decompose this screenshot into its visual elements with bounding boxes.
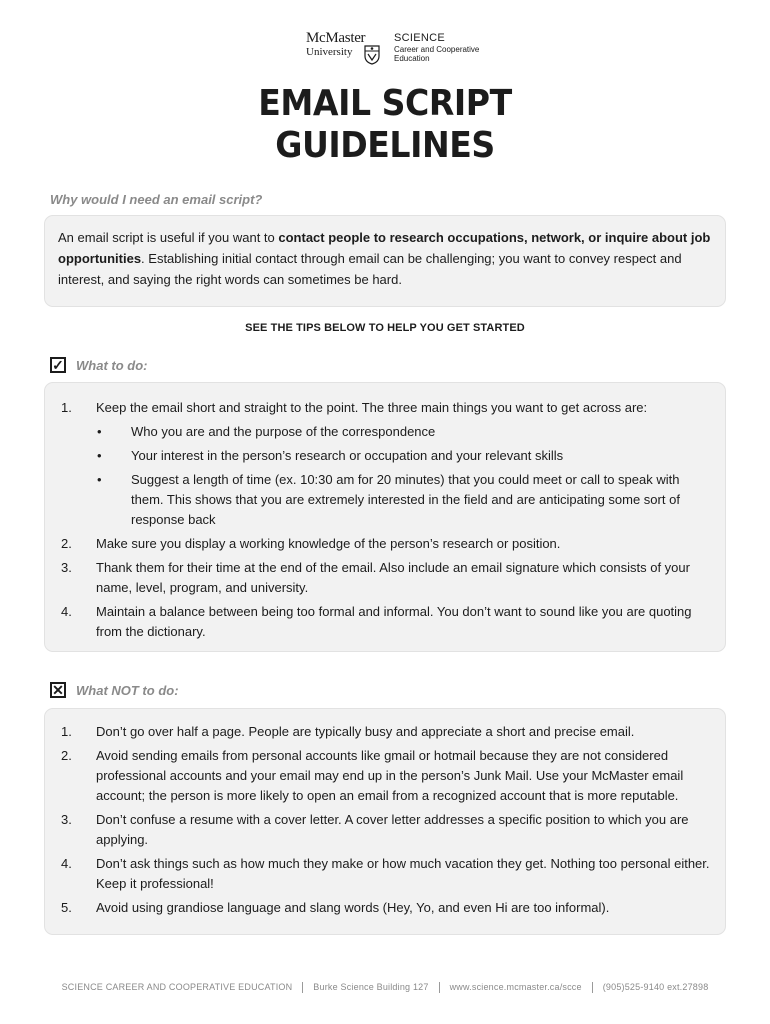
footer-divider	[302, 982, 303, 993]
bullet-item	[96, 446, 711, 466]
title-line2: GUIDELINES	[275, 125, 495, 166]
list-item-number: 4.	[61, 604, 72, 619]
why-heading: Why would I need an email script?	[50, 192, 263, 207]
intro-text-start: An email script is useful if you want to	[58, 230, 279, 245]
department-line2: Education	[394, 54, 430, 63]
list-item-text: Maintain a balance between being too formal and informal. You don’t want to sound like you are quoting from the dictionary.	[96, 604, 692, 639]
todo-list	[45, 398, 725, 642]
list-item-number: 1.	[61, 400, 72, 415]
footer-building: Burke Science Building 127	[313, 982, 429, 992]
footer-divider	[592, 982, 593, 993]
bullet-icon: •	[97, 448, 102, 463]
list-item	[45, 722, 725, 742]
list-item-text: Make sure you display a working knowledge of the person’s research or position.	[96, 536, 561, 551]
notdo-heading-label: What NOT to do:	[76, 682, 179, 698]
list-item-text: Thank them for their time at the end of the email. Also include an email signature which consists of your name, level, program, and university.	[96, 560, 690, 595]
bullet-icon: •	[97, 472, 102, 487]
list-item-text: Avoid sending emails from personal accounts like gmail or hotmail because they are not considered professional accounts and your email may end up in the person’s Junk Mail. Use your McMaster email account; the person is more likely to open an email from a recognized account that is more reputable.	[96, 748, 684, 803]
intro-text	[58, 227, 712, 290]
bullet-item	[96, 470, 711, 530]
faculty-name: SCIENCE	[394, 32, 445, 44]
list-item-number: 1.	[61, 724, 72, 739]
notdo-heading	[50, 682, 179, 698]
list-item-number: 2.	[61, 536, 72, 551]
todo-heading-label: What to do:	[76, 357, 148, 373]
todo-panel	[44, 382, 726, 652]
list-item-text: Avoid using grandiose language and slang words (Hey, Yo, and even Hi are too informal).	[96, 900, 610, 915]
list-item	[45, 534, 725, 554]
list-item-number: 2.	[61, 748, 72, 763]
footer	[0, 982, 770, 993]
list-item-number: 3.	[61, 812, 72, 827]
checkbox-crossed-icon: ✕	[50, 682, 66, 698]
list-item-text: Don’t go over half a page. People are typically busy and appreciate a short and precise email.	[96, 724, 635, 739]
list-item	[45, 746, 725, 806]
notdo-panel	[44, 708, 726, 935]
university-name: McMaster	[306, 30, 366, 46]
bullet-text: Who you are and the purpose of the correspondence	[131, 424, 436, 439]
crest-icon	[364, 45, 380, 65]
faculty-block	[394, 34, 479, 63]
list-item-number: 3.	[61, 560, 72, 575]
list-item-text: Keep the email short and straight to the point. The three main things you want to get across are:	[96, 400, 648, 415]
footer-org: SCIENCE CAREER AND COOPERATIVE EDUCATION	[61, 982, 293, 992]
footer-phone: (905)525-9140 ext.27898	[602, 982, 709, 992]
bullet-icon: •	[97, 424, 102, 439]
page-title	[31, 83, 739, 167]
bullet-text: Suggest a length of time (ex. 10:30 am for 20 minutes) that you could meet or call to speak with them. This shows that you are extremely interested in the field and are anticipating some sort of response back	[131, 472, 680, 527]
notdo-list	[45, 722, 725, 918]
intro-text-bold: contact people to research occupations, network, or inquire about job opportunities	[58, 230, 711, 266]
list-item	[45, 898, 725, 918]
list-item	[45, 854, 725, 894]
intro-text-end: . Establishing initial contact through email can be challenging; you want to convey respect and interest, and saying the right words can sometimes be hard.	[58, 251, 682, 287]
footer-divider	[439, 982, 440, 993]
list-item	[45, 398, 725, 530]
list-item-number: 4.	[61, 856, 72, 871]
list-item-text: Don’t confuse a resume with a cover letter. A cover letter addresses a specific position to which you are applying.	[96, 812, 689, 847]
todo-heading	[50, 357, 147, 373]
list-item	[45, 602, 725, 642]
tips-banner: SEE THE TIPS BELOW TO HELP YOU GET STARTED	[245, 322, 525, 334]
list-item	[45, 810, 725, 850]
intro-panel	[44, 215, 726, 307]
list-item-text: Don’t ask things such as how much they make or how much vacation they get. Nothing too personal either. Keep it professional!	[96, 856, 710, 891]
footer-url[interactable]: www.science.mcmaster.ca/scce	[449, 982, 582, 992]
bullet-list	[96, 422, 711, 530]
bullet-item	[96, 422, 711, 442]
bullet-text: Your interest in the person’s research or occupation and your relevant skills	[131, 448, 564, 463]
list-item-number: 5.	[61, 900, 72, 915]
title-line1: EMAIL SCRIPT	[258, 83, 512, 124]
university-label: University	[306, 46, 353, 58]
list-item	[45, 558, 725, 598]
checkbox-checked-icon: ✓	[50, 357, 66, 373]
header-logo	[306, 32, 479, 65]
department-line1: Career and Cooperative	[394, 45, 480, 54]
